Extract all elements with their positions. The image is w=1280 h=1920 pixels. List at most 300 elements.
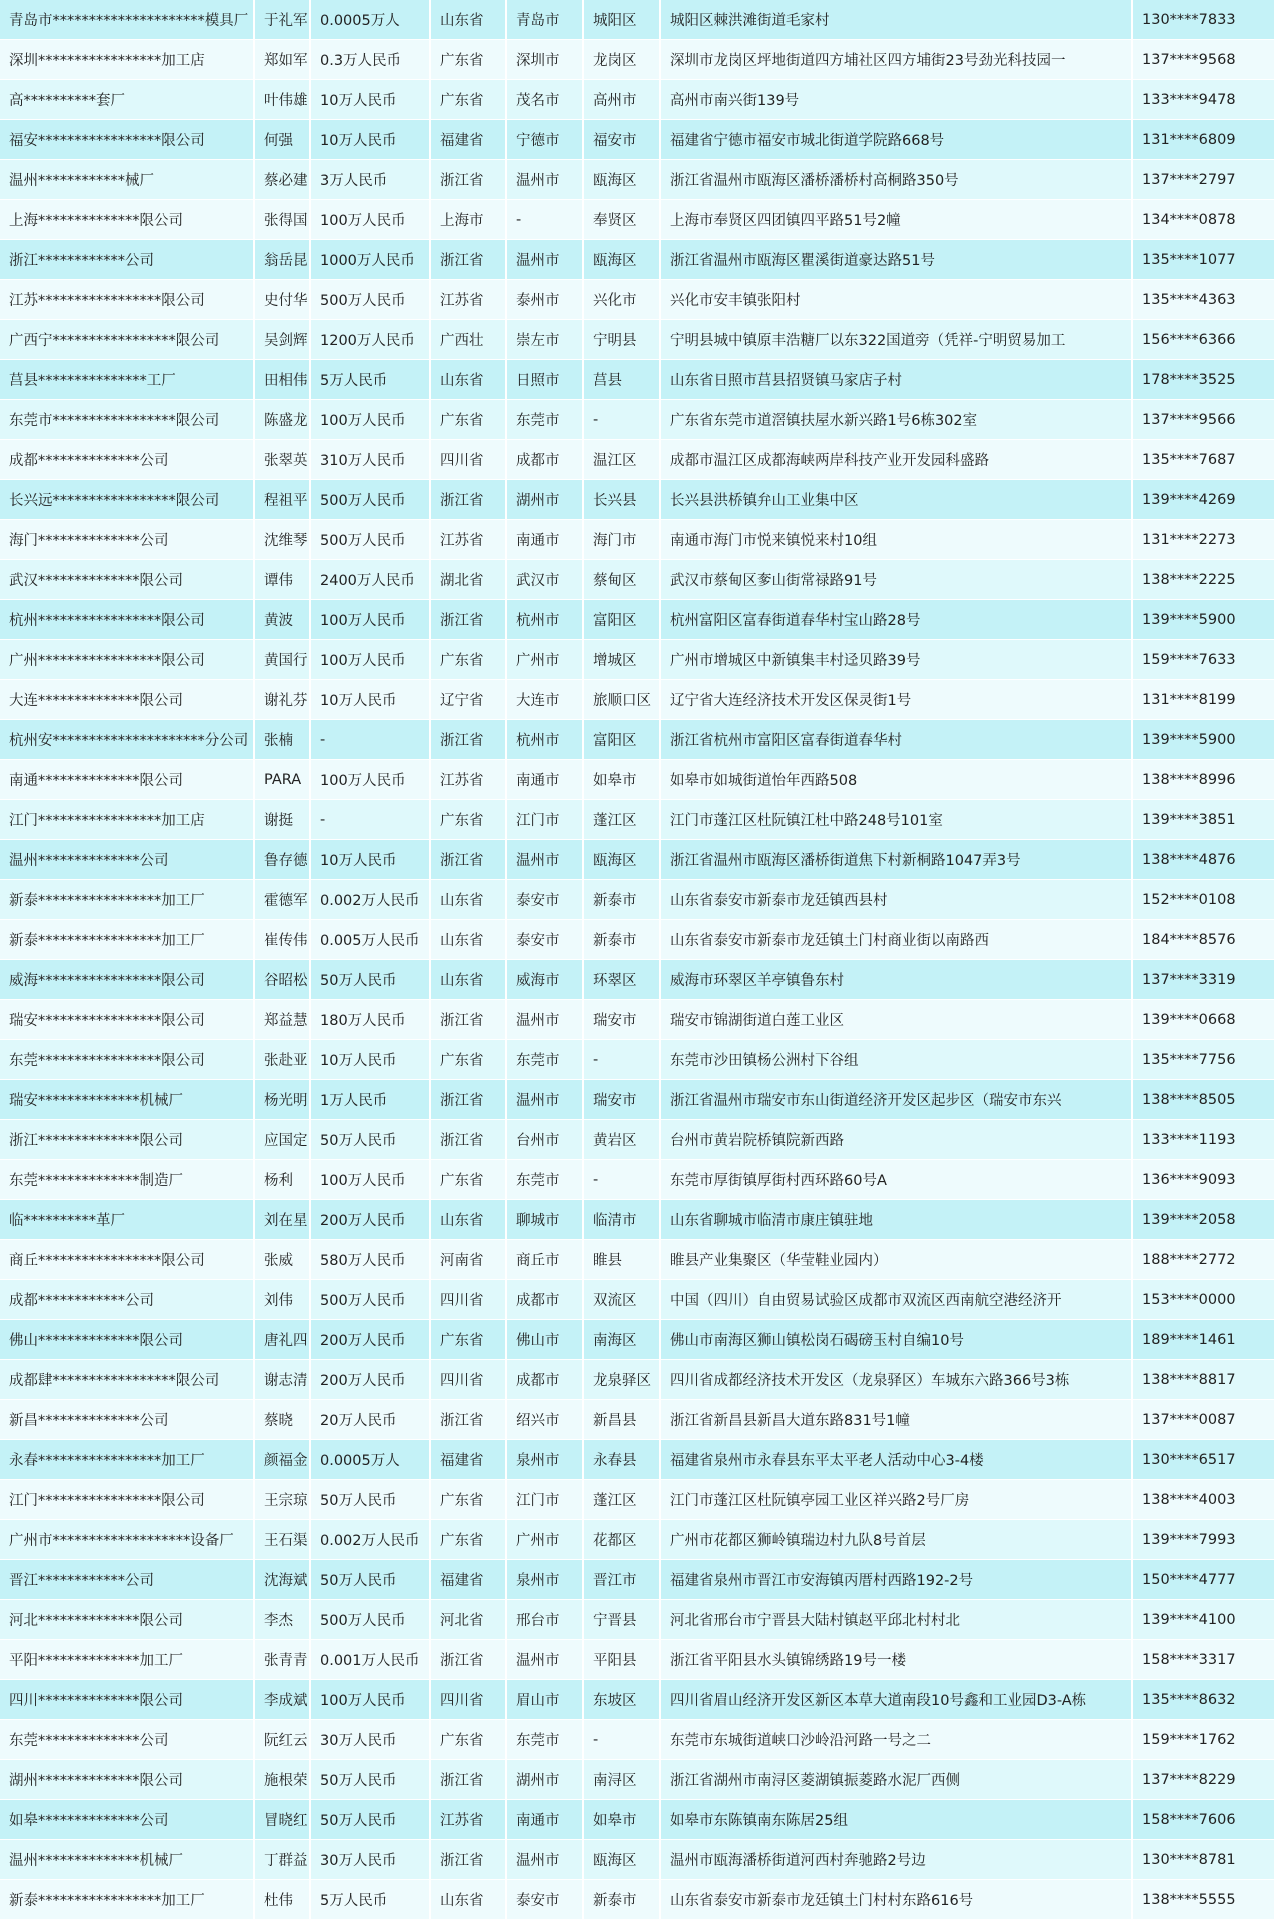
address-cell: 江门市蓬江区杜阮镇江杜中路248号101室 [660, 800, 1132, 840]
address-cell: 东莞市沙田镇杨公洲村下谷组 [660, 1040, 1132, 1080]
table-row[interactable] [0, 440, 1280, 480]
province-cell: 广东省 [430, 80, 506, 120]
district-cell: - [583, 1720, 660, 1760]
table-row[interactable] [0, 320, 1280, 360]
city-cell: 台州市 [506, 1120, 583, 1160]
province-cell: 广东省 [430, 1320, 506, 1360]
table-row[interactable] [0, 120, 1280, 160]
registered-capital-cell: 100万人民币 [310, 600, 430, 640]
address-cell: 威海市环翠区羊亭镇鲁东村 [660, 960, 1132, 1000]
address-cell: 中国（四川）自由贸易试验区成都市双流区西南航空港经济开 [660, 1280, 1132, 1320]
table-row[interactable] [0, 1640, 1280, 1680]
registered-capital-cell: 0.005万人民币 [310, 920, 430, 960]
district-cell: 瓯海区 [583, 840, 660, 880]
registered-capital-cell: 0.0005万人 [310, 1440, 430, 1480]
company-name-cell: 临**********革厂 [0, 1200, 254, 1240]
company-name-cell: 温州**************机械厂 [0, 1840, 254, 1880]
table-row[interactable] [0, 920, 1280, 960]
page-right-edge [1274, 0, 1280, 1920]
company-name-cell: 河北**************限公司 [0, 1600, 254, 1640]
district-cell: 瓯海区 [583, 1840, 660, 1880]
province-cell: 广东省 [430, 1160, 506, 1200]
address-cell: 广州市增城区中新镇集丰村迳贝路39号 [660, 640, 1132, 680]
district-cell: 城阳区 [583, 0, 660, 40]
district-cell: 长兴县 [583, 480, 660, 520]
legal-person-cell: 黄国行 [254, 640, 310, 680]
district-cell: 旅顺口区 [583, 680, 660, 720]
address-cell: 如皋市如城街道怡年西路508 [660, 760, 1132, 800]
company-name-cell: 江苏*****************限公司 [0, 280, 254, 320]
phone-cell: 130****6517 [1132, 1440, 1280, 1480]
phone-cell: 139****2058 [1132, 1200, 1280, 1240]
phone-cell: 153****0000 [1132, 1280, 1280, 1320]
company-name-cell: 湖州**************限公司 [0, 1760, 254, 1800]
table-row[interactable] [0, 1000, 1280, 1040]
address-cell: 广州市花都区狮岭镇瑞边村九队8号首层 [660, 1520, 1132, 1560]
legal-person-cell: 王宗琼 [254, 1480, 310, 1520]
province-cell: 山东省 [430, 1880, 506, 1920]
table-row[interactable] [0, 800, 1280, 840]
registered-capital-cell: 10万人民币 [310, 840, 430, 880]
registered-capital-cell: 100万人民币 [310, 400, 430, 440]
table-row[interactable] [0, 1360, 1280, 1400]
province-cell: 山东省 [430, 360, 506, 400]
phone-cell: 138****4003 [1132, 1480, 1280, 1520]
city-cell: 温州市 [506, 1000, 583, 1040]
registered-capital-cell: 1200万人民币 [310, 320, 430, 360]
table-row[interactable] [0, 1040, 1280, 1080]
legal-person-cell: 崔传伟 [254, 920, 310, 960]
district-cell: 龙泉驿区 [583, 1360, 660, 1400]
address-cell: 上海市奉贤区四团镇四平路51号2幢 [660, 200, 1132, 240]
table-row[interactable] [0, 1560, 1280, 1600]
registered-capital-cell: 500万人民币 [310, 1600, 430, 1640]
legal-person-cell: 唐礼四 [254, 1320, 310, 1360]
city-cell: 青岛市 [506, 0, 583, 40]
company-name-cell: 福安*****************限公司 [0, 120, 254, 160]
registered-capital-cell: 200万人民币 [310, 1200, 430, 1240]
city-cell: 聊城市 [506, 1200, 583, 1240]
address-cell: 武汉市蔡甸区奓山街常禄路91号 [660, 560, 1132, 600]
legal-person-cell: 蔡必建 [254, 160, 310, 200]
company-name-cell: 海门**************公司 [0, 520, 254, 560]
registered-capital-cell: 50万人民币 [310, 1800, 430, 1840]
table-row[interactable] [0, 400, 1280, 440]
province-cell: 浙江省 [430, 1400, 506, 1440]
city-cell: 东莞市 [506, 400, 583, 440]
district-cell: 平阳县 [583, 1640, 660, 1680]
province-cell: 山东省 [430, 960, 506, 1000]
province-cell: 浙江省 [430, 1840, 506, 1880]
address-cell: 成都市温江区成都海峡两岸科技产业开发园科盛路 [660, 440, 1132, 480]
legal-person-cell: 谢挺 [254, 800, 310, 840]
registered-capital-cell: 10万人民币 [310, 80, 430, 120]
table-row[interactable] [0, 720, 1280, 760]
company-name-cell: 杭州安*********************分公司 [0, 720, 254, 760]
table-row[interactable] [0, 880, 1280, 920]
phone-cell: 139****4269 [1132, 480, 1280, 520]
city-cell: 泉州市 [506, 1560, 583, 1600]
phone-cell: 137****2797 [1132, 160, 1280, 200]
legal-person-cell: 谭伟 [254, 560, 310, 600]
province-cell: 浙江省 [430, 1080, 506, 1120]
phone-cell: 138****4876 [1132, 840, 1280, 880]
phone-cell: 133****1193 [1132, 1120, 1280, 1160]
district-cell: - [583, 1040, 660, 1080]
province-cell: 江苏省 [430, 520, 506, 560]
district-cell: 花都区 [583, 1520, 660, 1560]
city-cell: 佛山市 [506, 1320, 583, 1360]
address-cell: 山东省日照市莒县招贤镇马家店子村 [660, 360, 1132, 400]
province-cell: 广东省 [430, 1720, 506, 1760]
registered-capital-cell: 0.002万人民币 [310, 880, 430, 920]
legal-person-cell: 黄波 [254, 600, 310, 640]
city-cell: 温州市 [506, 1080, 583, 1120]
table-row[interactable] [0, 640, 1280, 680]
city-cell: 湖州市 [506, 480, 583, 520]
phone-cell: 189****1461 [1132, 1320, 1280, 1360]
table-row[interactable] [0, 1840, 1280, 1880]
district-cell: 双流区 [583, 1280, 660, 1320]
company-name-cell: 成都**************公司 [0, 440, 254, 480]
phone-cell: 131****8199 [1132, 680, 1280, 720]
province-cell: 河北省 [430, 1600, 506, 1640]
phone-cell: 159****1762 [1132, 1720, 1280, 1760]
legal-person-cell: PARA [254, 760, 310, 800]
district-cell: 新泰市 [583, 880, 660, 920]
company-name-cell: 成都************公司 [0, 1280, 254, 1320]
city-cell: 成都市 [506, 440, 583, 480]
phone-cell: 137****9566 [1132, 400, 1280, 440]
phone-cell: 130****7833 [1132, 0, 1280, 40]
city-cell: 江门市 [506, 800, 583, 840]
city-cell: 温州市 [506, 1840, 583, 1880]
table-row[interactable] [0, 1720, 1280, 1760]
city-cell: 杭州市 [506, 720, 583, 760]
province-cell: 广东省 [430, 800, 506, 840]
address-cell: 山东省泰安市新泰市龙廷镇土门村村东路616号 [660, 1880, 1132, 1920]
company-name-cell: 永春*****************加工厂 [0, 1440, 254, 1480]
table-row[interactable] [0, 1400, 1280, 1440]
company-name-cell: 商丘*****************限公司 [0, 1240, 254, 1280]
province-cell: 山东省 [430, 0, 506, 40]
phone-cell: 135****8632 [1132, 1680, 1280, 1720]
table-row[interactable] [0, 160, 1280, 200]
legal-person-cell: 沈维琴 [254, 520, 310, 560]
district-cell: 兴化市 [583, 280, 660, 320]
city-cell: 眉山市 [506, 1680, 583, 1720]
company-name-cell: 深圳*****************加工店 [0, 40, 254, 80]
district-cell: 宁晋县 [583, 1600, 660, 1640]
phone-cell: 137****9568 [1132, 40, 1280, 80]
company-name-cell: 广州市*******************设备厂 [0, 1520, 254, 1560]
district-cell: 瑞安市 [583, 1080, 660, 1120]
district-cell: 高州市 [583, 80, 660, 120]
district-cell: 新泰市 [583, 920, 660, 960]
district-cell: 蔡甸区 [583, 560, 660, 600]
table-row[interactable] [0, 360, 1280, 400]
registered-capital-cell: 10万人民币 [310, 1040, 430, 1080]
registered-capital-cell: 30万人民币 [310, 1840, 430, 1880]
company-name-cell: 青岛市*********************模具厂 [0, 0, 254, 40]
legal-person-cell: 阮红云 [254, 1720, 310, 1760]
district-cell: 南浔区 [583, 1760, 660, 1800]
city-cell: - [506, 200, 583, 240]
legal-person-cell: 张得国 [254, 200, 310, 240]
company-name-cell: 东莞市*****************限公司 [0, 400, 254, 440]
phone-cell: 159****7633 [1132, 640, 1280, 680]
address-cell: 四川省眉山经济开发区新区本草大道南段10号鑫和工业园D3-A栋 [660, 1680, 1132, 1720]
province-cell: 广东省 [430, 1040, 506, 1080]
province-cell: 四川省 [430, 440, 506, 480]
city-cell: 日照市 [506, 360, 583, 400]
table-row[interactable] [0, 600, 1280, 640]
registered-capital-cell: 500万人民币 [310, 1280, 430, 1320]
registered-capital-cell: 580万人民币 [310, 1240, 430, 1280]
legal-person-cell: 霍德军 [254, 880, 310, 920]
legal-person-cell: 颜福金 [254, 1440, 310, 1480]
phone-cell: 135****7687 [1132, 440, 1280, 480]
company-name-cell: 莒县***************工厂 [0, 360, 254, 400]
table-row[interactable] [0, 1880, 1280, 1920]
address-cell: 山东省泰安市新泰市龙廷镇西县村 [660, 880, 1132, 920]
phone-cell: 139****5900 [1132, 720, 1280, 760]
table-row[interactable] [0, 960, 1280, 1000]
legal-person-cell: 杜伟 [254, 1880, 310, 1920]
company-name-cell: 成都肆*****************限公司 [0, 1360, 254, 1400]
phone-cell: 156****6366 [1132, 320, 1280, 360]
province-cell: 福建省 [430, 1560, 506, 1600]
table-row[interactable] [0, 1320, 1280, 1360]
district-cell: 瓯海区 [583, 240, 660, 280]
phone-cell: 158****7606 [1132, 1800, 1280, 1840]
address-cell: 江门市蓬江区杜阮镇亭园工业区祥兴路2号厂房 [660, 1480, 1132, 1520]
phone-cell: 139****7993 [1132, 1520, 1280, 1560]
table-row[interactable] [0, 1200, 1280, 1240]
company-name-cell: 高**********套厂 [0, 80, 254, 120]
table-row[interactable] [0, 1160, 1280, 1200]
district-cell: 奉贤区 [583, 200, 660, 240]
city-cell: 温州市 [506, 160, 583, 200]
table-row[interactable] [0, 1800, 1280, 1840]
table-row[interactable] [0, 1480, 1280, 1520]
company-name-cell: 温州************械厂 [0, 160, 254, 200]
province-cell: 辽宁省 [430, 680, 506, 720]
district-cell: 如皋市 [583, 1800, 660, 1840]
table-row[interactable] [0, 1520, 1280, 1560]
registered-capital-cell: 500万人民币 [310, 520, 430, 560]
table-row[interactable] [0, 560, 1280, 600]
address-cell: 长兴县洪桥镇弁山工业集中区 [660, 480, 1132, 520]
district-cell: 富阳区 [583, 720, 660, 760]
province-cell: 广西壮 [430, 320, 506, 360]
table-row[interactable] [0, 0, 1280, 40]
registered-capital-cell: 50万人民币 [310, 1120, 430, 1160]
district-cell: 温江区 [583, 440, 660, 480]
address-cell: 佛山市南海区狮山镇松岗石碣磅玉村自编10号 [660, 1320, 1132, 1360]
province-cell: 湖北省 [430, 560, 506, 600]
legal-person-cell: 沈海斌 [254, 1560, 310, 1600]
address-cell: 高州市南兴街139号 [660, 80, 1132, 120]
registered-capital-cell: 310万人民币 [310, 440, 430, 480]
legal-person-cell: 何强 [254, 120, 310, 160]
table-row[interactable] [0, 240, 1280, 280]
legal-person-cell: 程祖平 [254, 480, 310, 520]
registered-capital-cell: 50万人民币 [310, 1480, 430, 1520]
address-cell: 山东省泰安市新泰市龙廷镇土门村商业街以南路西 [660, 920, 1132, 960]
legal-person-cell: 刘伟 [254, 1280, 310, 1320]
phone-cell: 138****8505 [1132, 1080, 1280, 1120]
company-name-cell: 东莞**************制造厂 [0, 1160, 254, 1200]
registered-capital-cell: 30万人民币 [310, 1720, 430, 1760]
registered-capital-cell: 0.001万人民币 [310, 1640, 430, 1680]
legal-person-cell: 史付华 [254, 280, 310, 320]
phone-cell: 137****0087 [1132, 1400, 1280, 1440]
legal-person-cell: 谢志清 [254, 1360, 310, 1400]
district-cell: 蓬江区 [583, 1480, 660, 1520]
province-cell: 福建省 [430, 120, 506, 160]
city-cell: 东莞市 [506, 1720, 583, 1760]
table-row[interactable] [0, 480, 1280, 520]
city-cell: 威海市 [506, 960, 583, 1000]
table-row[interactable] [0, 1680, 1280, 1720]
phone-cell: 135****1077 [1132, 240, 1280, 280]
phone-cell: 131****6809 [1132, 120, 1280, 160]
legal-person-cell: 王石渠 [254, 1520, 310, 1560]
table-row[interactable] [0, 80, 1280, 120]
phone-cell: 138****8996 [1132, 760, 1280, 800]
address-cell: 浙江省湖州市南浔区菱湖镇振菱路水泥厂西侧 [660, 1760, 1132, 1800]
city-cell: 江门市 [506, 1480, 583, 1520]
registered-capital-cell: 180万人民币 [310, 1000, 430, 1040]
phone-cell: 184****8576 [1132, 920, 1280, 960]
legal-person-cell: 叶伟雄 [254, 80, 310, 120]
company-name-cell: 武汉**************限公司 [0, 560, 254, 600]
city-cell: 崇左市 [506, 320, 583, 360]
table-row[interactable] [0, 1240, 1280, 1280]
province-cell: 河南省 [430, 1240, 506, 1280]
district-cell: 新泰市 [583, 1880, 660, 1920]
district-cell: 黄岩区 [583, 1120, 660, 1160]
company-name-cell: 威海*****************限公司 [0, 960, 254, 1000]
province-cell: 四川省 [430, 1360, 506, 1400]
address-cell: 兴化市安丰镇张阳村 [660, 280, 1132, 320]
legal-person-cell: 张威 [254, 1240, 310, 1280]
registered-capital-cell: 50万人民币 [310, 1560, 430, 1600]
registered-capital-cell: 10万人民币 [310, 680, 430, 720]
phone-cell: 130****8781 [1132, 1840, 1280, 1880]
legal-person-cell: 张青青 [254, 1640, 310, 1680]
city-cell: 宁德市 [506, 120, 583, 160]
address-cell: 福建省宁德市福安市城北街道学院路668号 [660, 120, 1132, 160]
province-cell: 浙江省 [430, 1760, 506, 1800]
legal-person-cell: 吴剑辉 [254, 320, 310, 360]
province-cell: 浙江省 [430, 840, 506, 880]
company-name-cell: 新泰*****************加工厂 [0, 920, 254, 960]
company-name-cell: 温州**************公司 [0, 840, 254, 880]
company-name-cell: 新泰*****************加工厂 [0, 880, 254, 920]
company-name-cell: 新昌**************公司 [0, 1400, 254, 1440]
city-cell: 泰安市 [506, 880, 583, 920]
district-cell: - [583, 400, 660, 440]
legal-person-cell: 杨利 [254, 1160, 310, 1200]
registered-capital-cell: 200万人民币 [310, 1320, 430, 1360]
phone-cell: 133****9478 [1132, 80, 1280, 120]
table-row[interactable] [0, 760, 1280, 800]
registered-capital-cell: 3万人民币 [310, 160, 430, 200]
legal-person-cell: 于礼军 [254, 0, 310, 40]
legal-person-cell: 谢礼芬 [254, 680, 310, 720]
address-cell: 山东省聊城市临清市康庄镇驻地 [660, 1200, 1132, 1240]
company-name-cell: 上海**************限公司 [0, 200, 254, 240]
address-cell: 宁明县城中镇原丰浩糖厂以东322国道旁（凭祥-宁明贸易加工 [660, 320, 1132, 360]
city-cell: 南通市 [506, 520, 583, 560]
table-row[interactable] [0, 1760, 1280, 1800]
province-cell: 江苏省 [430, 1800, 506, 1840]
table-row[interactable] [0, 1080, 1280, 1120]
legal-person-cell: 冒晓红 [254, 1800, 310, 1840]
legal-person-cell: 李杰 [254, 1600, 310, 1640]
registered-capital-cell: 5万人民币 [310, 360, 430, 400]
province-cell: 广东省 [430, 1480, 506, 1520]
address-cell: 睢县产业集聚区（华莹鞋业园内） [660, 1240, 1132, 1280]
address-cell: 城阳区棘洪滩街道毛家村 [660, 0, 1132, 40]
table-row[interactable] [0, 1120, 1280, 1160]
address-cell: 河北省邢台市宁晋县大陆村镇赵平邱北村村北 [660, 1600, 1132, 1640]
district-cell: 睢县 [583, 1240, 660, 1280]
legal-person-cell: 丁群益 [254, 1840, 310, 1880]
city-cell: 温州市 [506, 240, 583, 280]
phone-cell: 152****0108 [1132, 880, 1280, 920]
province-cell: 浙江省 [430, 1000, 506, 1040]
table-row[interactable] [0, 1600, 1280, 1640]
table-row[interactable] [0, 200, 1280, 240]
address-cell: 辽宁省大连经济技术开发区保灵街1号 [660, 680, 1132, 720]
table-row[interactable] [0, 280, 1280, 320]
phone-cell: 138****2225 [1132, 560, 1280, 600]
province-cell: 江苏省 [430, 760, 506, 800]
registered-capital-cell: 100万人民币 [310, 760, 430, 800]
address-cell: 浙江省温州市瓯海区瞿溪街道豪达路51号 [660, 240, 1132, 280]
table-row[interactable] [0, 520, 1280, 560]
registered-capital-cell: 0.3万人民币 [310, 40, 430, 80]
company-name-cell: 大连**************限公司 [0, 680, 254, 720]
table-row[interactable] [0, 40, 1280, 80]
company-name-cell: 广州*****************限公司 [0, 640, 254, 680]
province-cell: 福建省 [430, 1440, 506, 1480]
province-cell: 浙江省 [430, 160, 506, 200]
district-cell: 南海区 [583, 1320, 660, 1360]
legal-person-cell: 李成斌 [254, 1680, 310, 1720]
province-cell: 广东省 [430, 1520, 506, 1560]
province-cell: 四川省 [430, 1680, 506, 1720]
company-name-cell: 杭州*****************限公司 [0, 600, 254, 640]
table-row[interactable] [0, 1280, 1280, 1320]
table-row[interactable] [0, 840, 1280, 880]
registered-capital-cell: 10万人民币 [310, 120, 430, 160]
district-cell: 临清市 [583, 1200, 660, 1240]
registered-capital-cell: 100万人民币 [310, 640, 430, 680]
address-cell: 温州市瓯海潘桥街道河西村奔驰路2号边 [660, 1840, 1132, 1880]
city-cell: 武汉市 [506, 560, 583, 600]
registered-capital-cell: 0.002万人民币 [310, 1520, 430, 1560]
table-row[interactable] [0, 1440, 1280, 1480]
district-cell: 新昌县 [583, 1400, 660, 1440]
city-cell: 东莞市 [506, 1040, 583, 1080]
district-cell: 瓯海区 [583, 160, 660, 200]
province-cell: 山东省 [430, 880, 506, 920]
table-row[interactable] [0, 680, 1280, 720]
